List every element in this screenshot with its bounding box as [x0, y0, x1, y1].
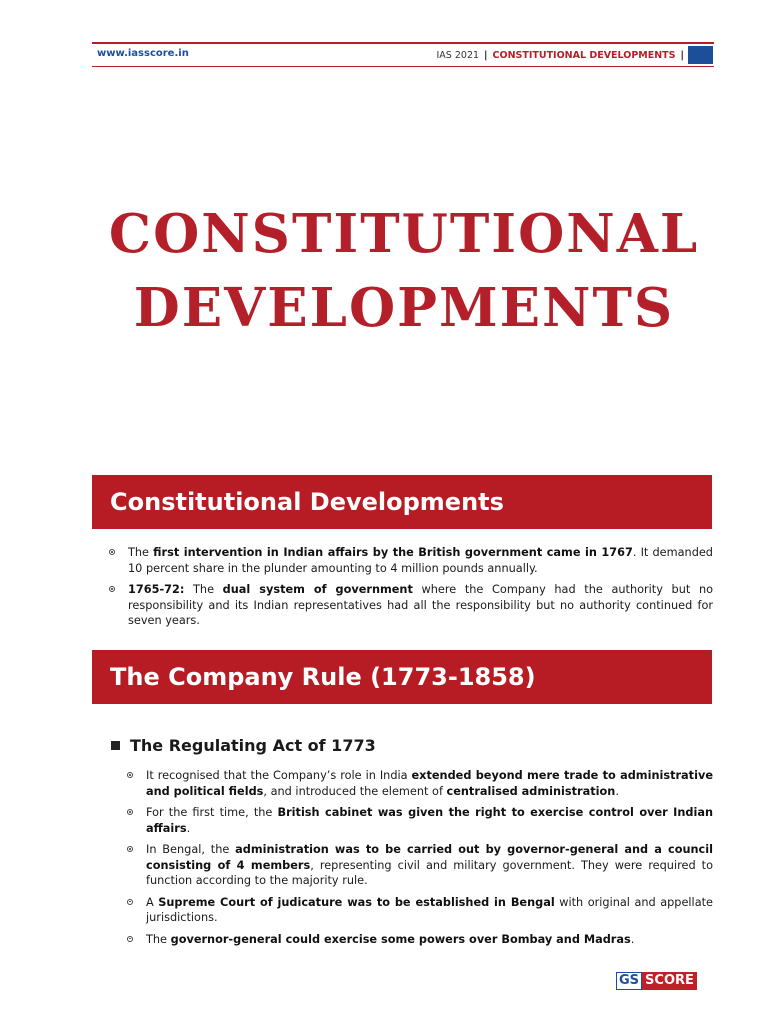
text-run: It recognised that the Company’s role in India — [146, 769, 412, 782]
text-run: with original and appellate jurisdictions. — [146, 895, 713, 924]
page-title-line1: CONSTITUTIONAL — [108, 203, 700, 265]
list-item — [146, 768, 713, 799]
bold-text: administration was to be carried out by governor-general and a council consisting of 4 members — [146, 843, 713, 872]
circle-bullet-icon — [127, 846, 133, 852]
section2-bullet-list — [146, 768, 713, 953]
text-run: The — [184, 583, 223, 596]
bold-text: dual system of government — [222, 583, 413, 596]
list-item — [128, 582, 713, 629]
text-run: . — [186, 821, 191, 835]
text-run: For the first time, the — [146, 806, 278, 819]
circle-bullet-icon — [127, 809, 133, 815]
page-title-line2: DEVELOPMENTS — [133, 277, 675, 339]
gs-score-logo — [616, 972, 697, 990]
header-separator: | — [484, 50, 488, 61]
list-item — [146, 895, 713, 926]
list-item — [146, 805, 713, 836]
text-run: The — [128, 546, 154, 559]
bold-text: governor-general could exercise some powers over Bombay and Madras — [170, 932, 631, 946]
text-run: . — [615, 784, 619, 798]
header-separator-end: | — [680, 50, 684, 61]
bold-text: extended beyond mere trade to administrative and political fields — [146, 769, 713, 798]
header-rule-top — [92, 42, 714, 44]
text-run: , representing civil and military government. They were required to function according to the majority rule. — [146, 858, 714, 887]
list-item — [128, 545, 713, 576]
bold-text: Supreme Court of judicature was to be established in Bengal — [158, 895, 555, 909]
topic-label: CONSTITUTIONAL DEVELOPMENTS — [492, 50, 676, 61]
text-run: The — [146, 932, 171, 946]
header-rule-bottom — [92, 66, 714, 67]
circle-bullet-icon — [127, 899, 133, 905]
text-run: where the Company had the authority but no responsibility and its Indian representatives had all the responsibility but no authority continued for seven years. — [128, 583, 714, 627]
bold-text: British cabinet was given the right to exercise control over Indian affairs — [146, 806, 714, 835]
logo-gs: GS — [616, 972, 642, 990]
subheading-text: The Regulating Act of 1773 — [130, 736, 376, 755]
section-heading-company-rule: The Company Rule (1773-1858) — [92, 650, 712, 704]
text-run: , and introduced the element of — [263, 784, 447, 798]
site-url-link[interactable]: www.iasscore.in — [97, 48, 189, 59]
text-run: A — [146, 895, 159, 909]
running-header — [437, 50, 685, 61]
page-tab-marker — [688, 46, 713, 64]
circle-bullet-icon — [109, 586, 115, 592]
bold-text: 1765-72: — [128, 583, 185, 596]
list-item — [146, 842, 713, 889]
square-bullet-icon — [111, 741, 120, 750]
circle-bullet-icon — [127, 772, 133, 778]
text-run: . It demanded 10 percent share in the plunder amounting to 4 million pounds annually. — [128, 546, 713, 575]
circle-bullet-icon — [127, 936, 133, 942]
logo-score: SCORE — [642, 972, 697, 990]
subheading-regulating-act — [111, 736, 376, 755]
text-run: . — [630, 932, 635, 946]
section-heading-constitutional-developments: Constitutional Developments — [92, 475, 712, 529]
bold-text: first intervention in Indian affairs by the British government came in 1767 — [153, 546, 633, 559]
section1-bullet-list — [128, 545, 713, 635]
bold-text: centralised administration — [446, 784, 616, 798]
list-item — [146, 932, 713, 948]
exam-label: IAS 2021 — [436, 50, 480, 61]
text-run: In Bengal, the — [146, 843, 236, 856]
circle-bullet-icon — [109, 549, 115, 555]
